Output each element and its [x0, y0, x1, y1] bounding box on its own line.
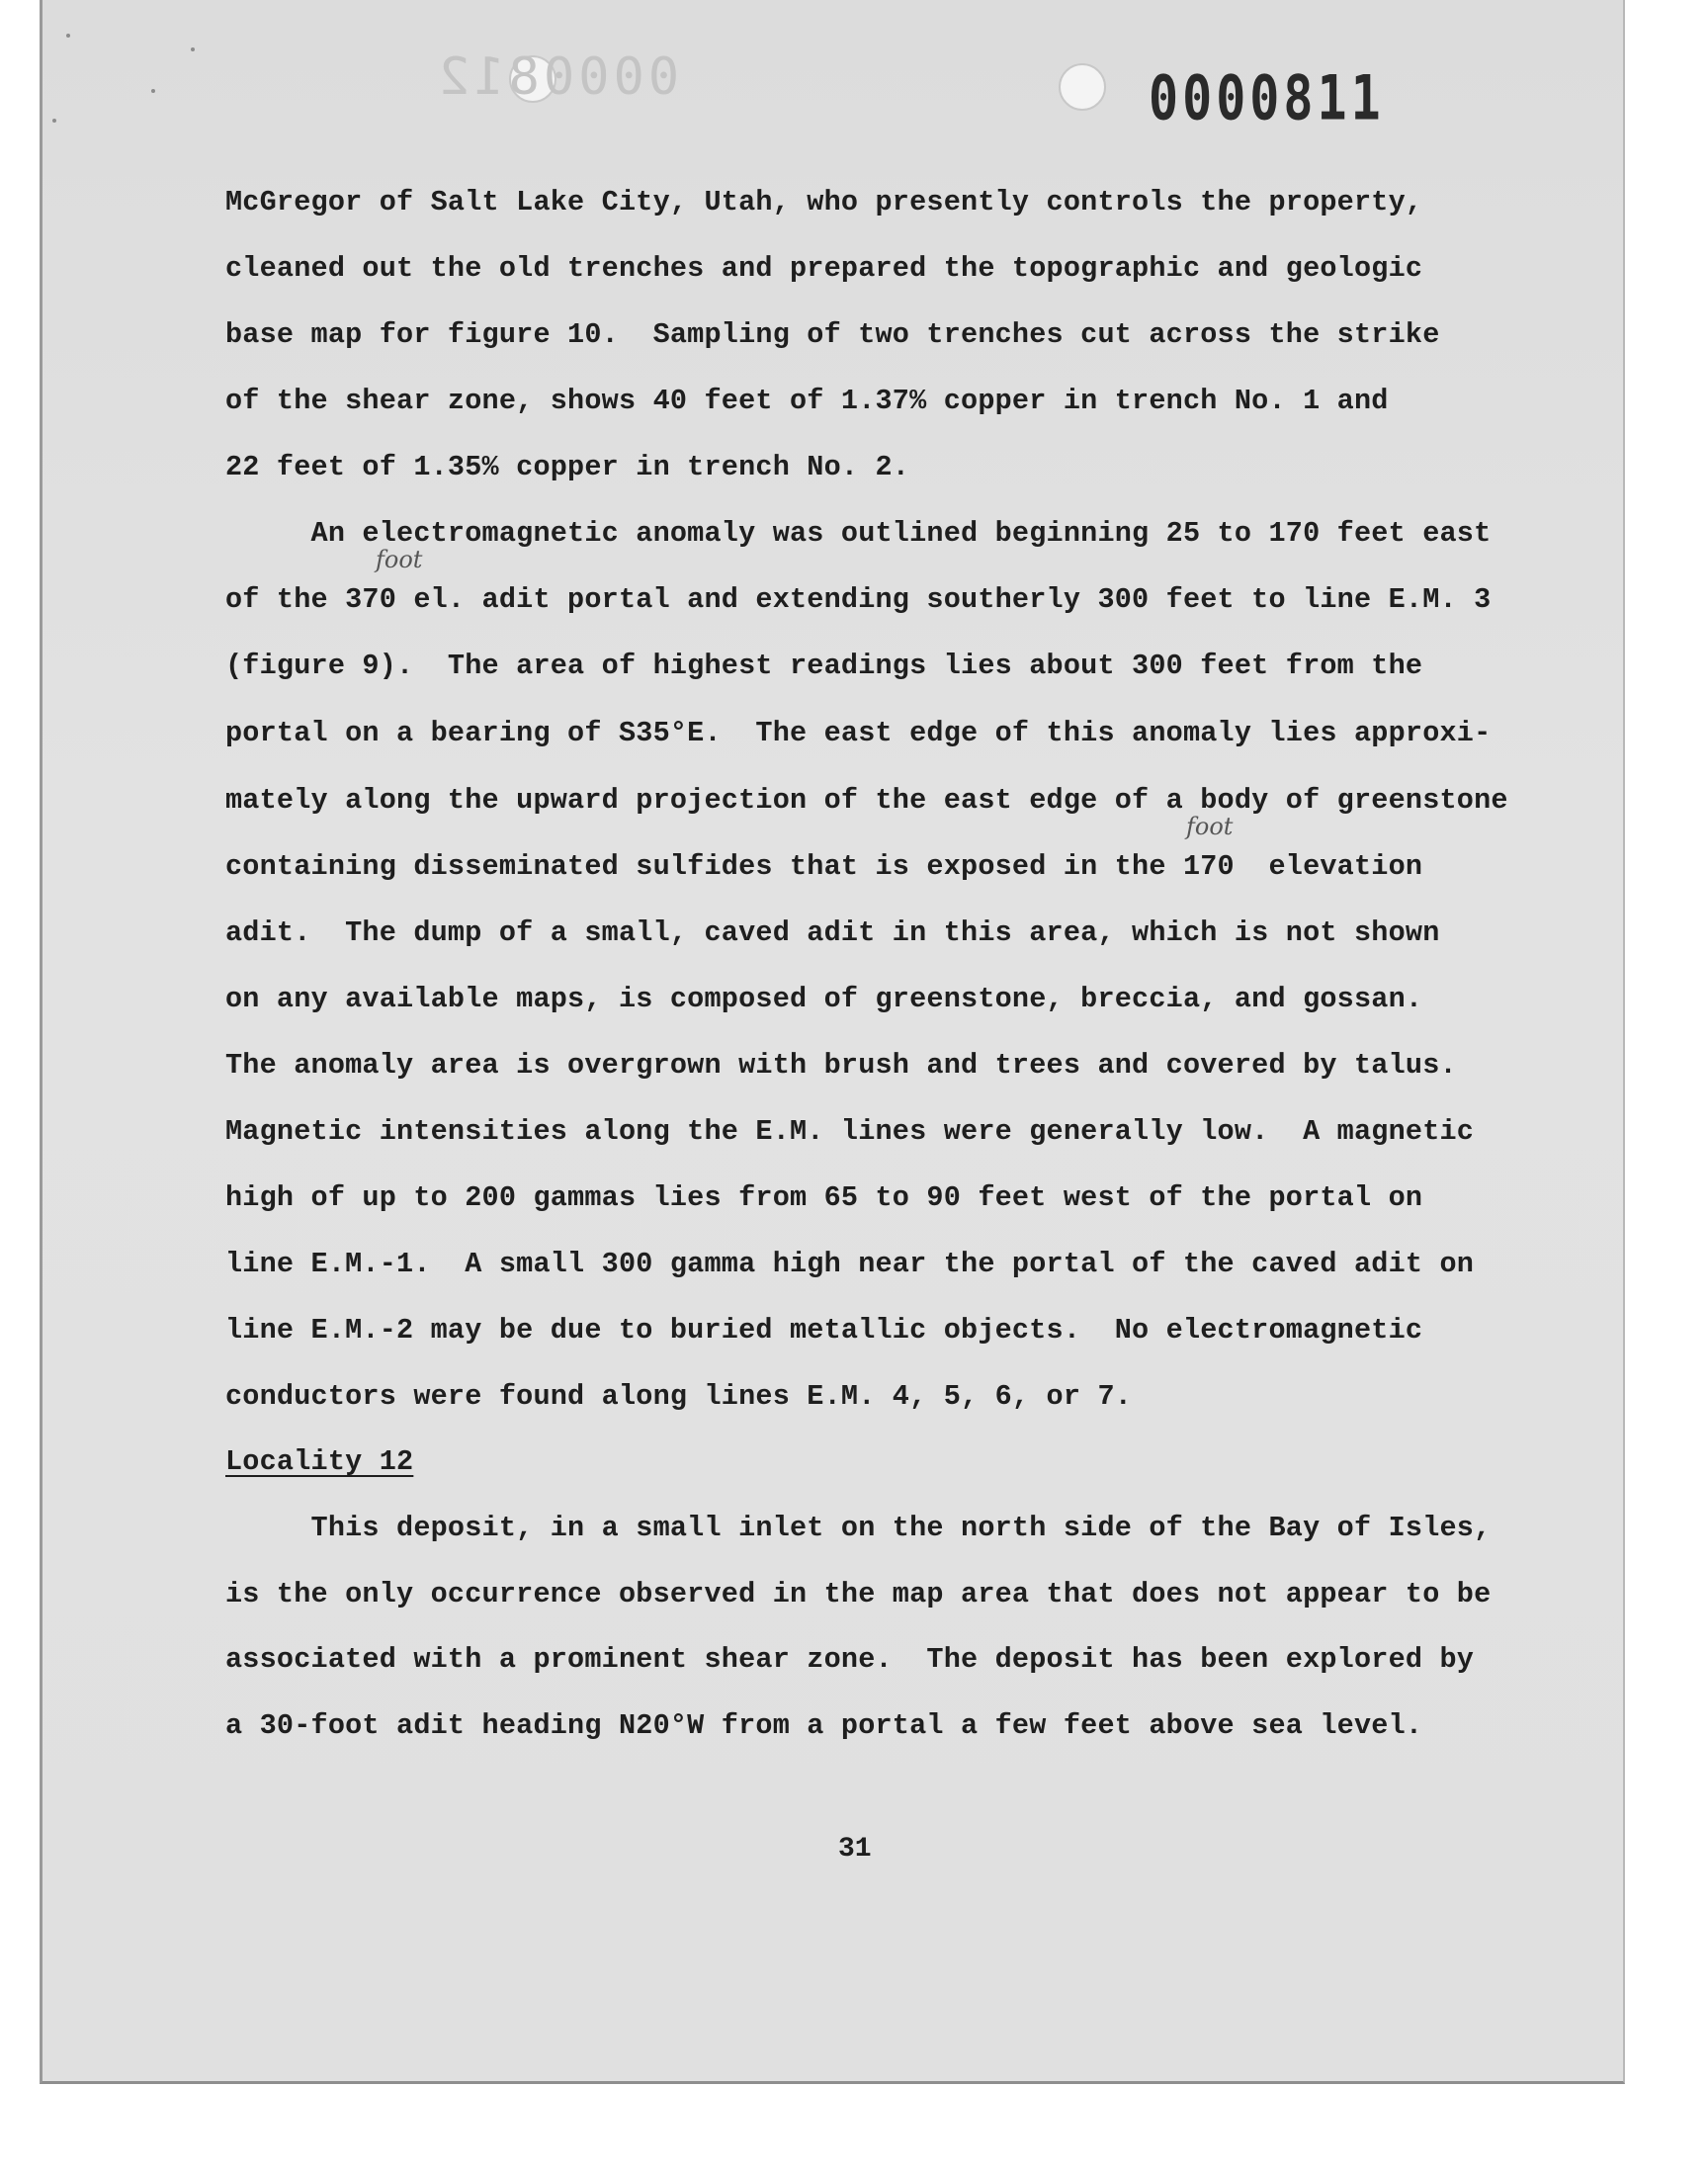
body-line: This deposit, in a small inlet on the north side of the Bay of Isles, [225, 1512, 1492, 1544]
body-line: containing disseminated sulfides that is exposed in the 170 elevation [225, 850, 1423, 883]
document-number-stamp: 0000811 [1149, 61, 1385, 134]
body-line: (figure 9). The area of highest readings lies about 300 feet from the [225, 650, 1423, 682]
handwritten-annotation: foot [1186, 813, 1234, 840]
body-line: is the only occurrence observed in the map area that does not appear to be [225, 1578, 1492, 1610]
body-line: Magnetic intensities along the E.M. lines were generally low. A magnetic [225, 1115, 1475, 1148]
body-line: of the shear zone, shows 40 feet of 1.37% copper in trench No. 1 and [225, 385, 1389, 417]
body-line: of the 370 el. adit portal and extending southerly 300 feet to line E.M. 3 [225, 583, 1492, 616]
body-line: conductors were found along lines E.M. 4, 5, 6, or 7. [225, 1380, 1133, 1413]
body-line: mately along the upward projection of the east edge of a body of greenstone [225, 784, 1508, 817]
body-line: cleaned out the old trenches and prepared the topographic and geologic [225, 252, 1423, 285]
body-line: line E.M.-2 may be due to buried metallic objects. No electromagnetic [225, 1314, 1423, 1347]
body-line: An electromagnetic anomaly was outlined beginning 25 to 170 feet east [225, 517, 1492, 550]
body-line: portal on a bearing of S35°E. The east edge of this anomaly lies approxi- [225, 717, 1492, 749]
body-line: adit. The dump of a small, caved adit in this area, which is not shown [225, 916, 1440, 949]
speck [66, 34, 70, 38]
body-line: high of up to 200 gammas lies from 65 to 90 feet west of the portal on [225, 1181, 1423, 1214]
body-line: line E.M.-1. A small 300 gamma high near the portal of the caved adit on [225, 1248, 1475, 1280]
body-line: on any available maps, is composed of greenstone, breccia, and gossan. [225, 983, 1423, 1015]
punch-hole-right [1059, 63, 1106, 111]
body-line: 22 feet of 1.35% copper in trench No. 2. [225, 451, 910, 483]
page-number: 31 [838, 1834, 872, 1865]
body-line: The anomaly area is overgrown with brush and trees and covered by talus. [225, 1049, 1457, 1082]
ghost-stamp: 0000812 [435, 47, 680, 107]
speck [52, 119, 56, 123]
speck [191, 47, 195, 51]
section-heading: Locality 12 [225, 1445, 414, 1478]
body-line: McGregor of Salt Lake City, Utah, who presently controls the property, [225, 186, 1423, 218]
body-line: base map for figure 10. Sampling of two trenches cut across the strike [225, 318, 1440, 351]
handwritten-annotation: foot [376, 546, 423, 573]
speck [151, 89, 155, 93]
paper-sheet [40, 0, 1625, 2084]
body-line: a 30-foot adit heading N20°W from a portal a few feet above sea level. [225, 1709, 1423, 1742]
body-line: associated with a prominent shear zone. The deposit has been explored by [225, 1643, 1475, 1676]
